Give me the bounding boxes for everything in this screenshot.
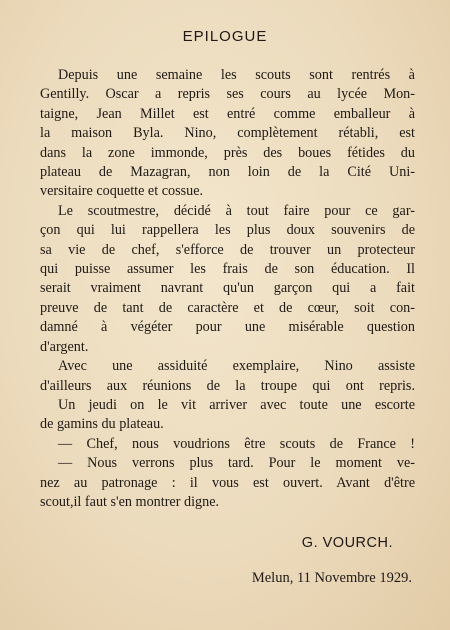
signature: G. VOURCH. <box>301 535 393 551</box>
page-title: EPILOGUE <box>182 28 268 45</box>
text-line: çon qui lui rappellera les plus doux souvenirs de <box>40 222 415 239</box>
text-line: serait vraiment navrant qu'un garçon qui a fait <box>40 280 415 297</box>
dateline: Melun, 11 Novembre 1929. <box>251 570 412 586</box>
text-line: de gamins du plateau. <box>40 416 164 433</box>
text-line: preuve de tant de caractère et de cœur, soit con- <box>40 299 415 316</box>
text-line: Depuis une semaine les scouts sont rentrés à <box>58 67 415 83</box>
text-line: — Chef, nous voudrions être scouts de France ! <box>58 435 415 452</box>
text-line: d'argent. <box>40 338 89 355</box>
text-line: versitaire coquette et cossue. <box>40 183 204 200</box>
text-line: la maison Byla. Nino, complètement rétabli, est <box>40 125 415 142</box>
text-line: d'ailleurs aux réunions de la troupe qui ont repris. <box>40 377 415 394</box>
text-line: sa vie de chef, s'efforce de trouver un protecteur <box>40 241 415 258</box>
text-line: Gentilly. Oscar a repris ses cours au lycée Mon- <box>40 86 415 103</box>
text-line: Un jeudi on le vit arriver avec toute une escorte <box>58 396 415 413</box>
text-line: nez au patronage : il vous est ouvert. Avant d'être <box>40 474 415 491</box>
text-line: qui puisse assumer les frais de son éducation. Il <box>40 261 415 278</box>
text-line: scout,il faut s'en montrer digne. <box>40 493 220 510</box>
text-line: Le scoutmestre, décidé à tout faire pour ce gar- <box>58 202 415 219</box>
epilogue-text <box>40 66 415 512</box>
text-line: Avec une assiduité exemplaire, Nino assiste <box>58 358 415 375</box>
text-line: — Nous verrons plus tard. Pour le moment ve- <box>58 455 415 472</box>
text-line: taigne, Jean Millet est entré comme emballeur à <box>40 105 415 122</box>
text-line: plateau de Mazagran, non loin de la Cité Uni- <box>40 164 415 181</box>
text-line: dans la zone immonde, près des boues fétides du <box>40 144 415 161</box>
text-line: damné à végéter pour une misérable question <box>40 319 415 336</box>
